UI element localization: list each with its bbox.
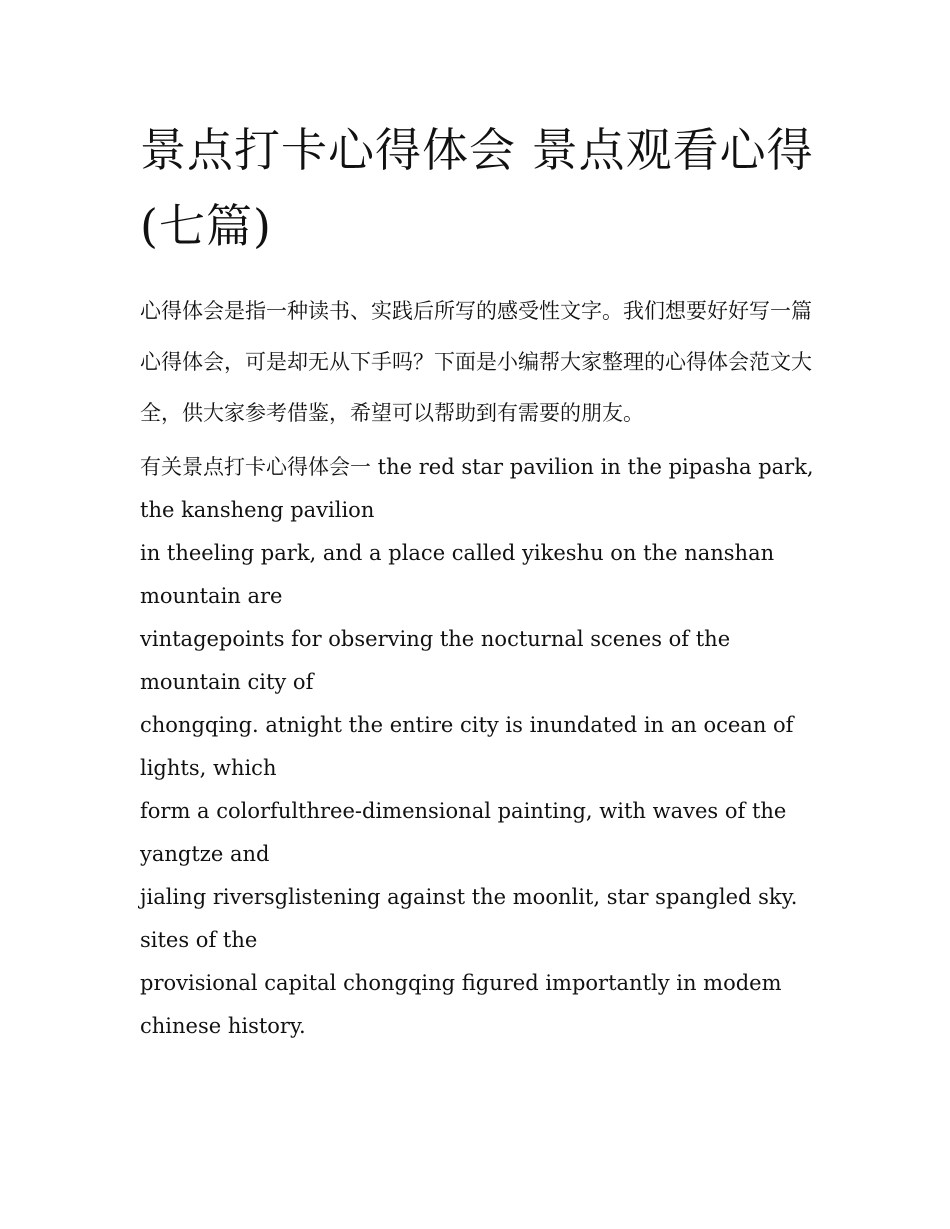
document-title: 景点打卡心得体会 景点观看心得(七篇) — [140, 123, 814, 253]
intro-paragraph: 心得体会是指一种读书、实践后所写的感受性文字。我们想要好好写一篇心得体会，可是却无从下手吗？下面是小编帮大家整理的心得体会范文大全，供大家参考借鉴，希望可以帮助到有需要的朋友。 — [140, 299, 812, 425]
body-text — [140, 446, 815, 1048]
document-page — [140, 112, 815, 1048]
body-line: chongqing. atnight the entire city is inundated in an ocean of lights, which — [140, 713, 794, 780]
body-line: form a colorfulthree-dimensional painting, with waves of the yangtze and — [140, 799, 787, 866]
body-line: provisional capital chongqing figured importantly in modem chinese history. — [140, 971, 782, 1038]
body-line: vintagepoints for observing the nocturnal scenes of the mountain city of — [140, 627, 731, 694]
body-line: 有关景点打卡心得体会一 the red star pavilion in the pipasha park, the kansheng pavilion — [140, 455, 814, 522]
body-line: in theeling park, and a place called yikeshu on the nanshan mountain are — [140, 541, 775, 608]
body-line: jialing riversglistening against the moonlit, star spangled sky. sites of the — [140, 885, 798, 952]
